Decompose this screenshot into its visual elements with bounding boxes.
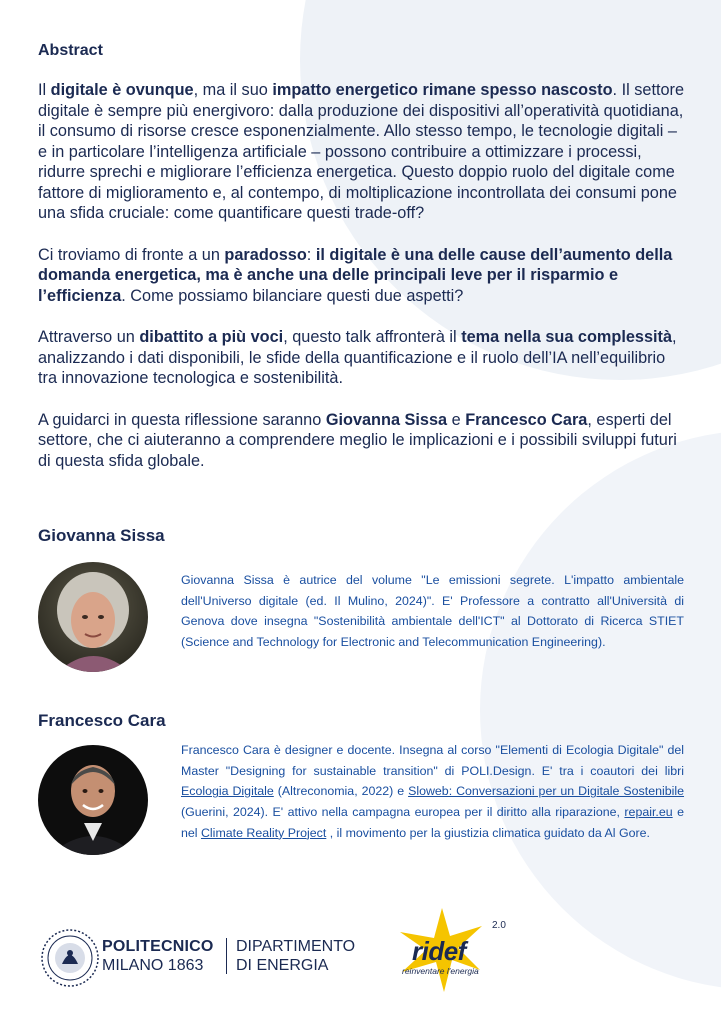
text: , questo talk affronterà il bbox=[283, 328, 462, 346]
bold-text: tema nella sua complessità bbox=[461, 328, 673, 346]
abstract-paragraph-3 bbox=[38, 327, 688, 389]
abstract-title: Abstract bbox=[38, 42, 103, 59]
avatar-sissa bbox=[38, 562, 148, 672]
bold-text: Francesco Cara bbox=[465, 410, 588, 429]
text: (Altreconomia, 2022) e bbox=[273, 784, 409, 799]
text: (Guerini, 2024). E' attivo nella campagna europea per il diritto alla riparazione, bbox=[181, 805, 625, 820]
text: , analizzando i dati disponibili, le sfide della quantificazione e il ruolo dell’IA nell’equilibrio tra innovazione tecnologica e sostenibilità. bbox=[38, 328, 677, 387]
bold-text: digitale è ovunque bbox=[50, 81, 194, 99]
text: A guidarci in questa riflessione saranno bbox=[38, 410, 326, 429]
polimi-seal-icon bbox=[40, 928, 100, 988]
abstract-paragraph-1 bbox=[38, 80, 688, 224]
speaker-name-sissa: Giovanna Sissa bbox=[38, 526, 165, 545]
bold-text: dibattito a più voci bbox=[139, 328, 284, 346]
polimi-logo bbox=[40, 926, 370, 990]
text: Ci troviamo di fronte a un bbox=[38, 245, 225, 264]
link-repair-eu[interactable]: repair.eu bbox=[624, 805, 673, 820]
text: , esperti del settore, che ci aiuteranno a comprendere meglio le implicazioni e i possibili sviluppi futuri di questa sfida globale. bbox=[38, 410, 677, 470]
speaker-name-cara: Francesco Cara bbox=[38, 711, 166, 730]
department-name-line2: DI ENERGIA bbox=[236, 957, 329, 974]
ridef-name: ridef bbox=[412, 936, 466, 966]
text: e bbox=[447, 410, 466, 429]
avatar-cara bbox=[38, 745, 148, 855]
logo-divider bbox=[226, 938, 227, 974]
text: , ma il suo bbox=[193, 81, 273, 99]
ridef-version: 2.0 bbox=[492, 920, 506, 931]
link-sloweb[interactable]: Sloweb: Conversazioni per un Digitale Sostenibile bbox=[408, 784, 685, 799]
link-ecologia-digitale[interactable]: Ecologia Digitale bbox=[181, 784, 274, 799]
ridef-logo bbox=[392, 906, 522, 994]
polimi-year: MILANO 1863 bbox=[102, 957, 204, 974]
bio-cara bbox=[181, 740, 684, 844]
text: . Come possiamo bilanciare questi due aspetti? bbox=[121, 286, 464, 305]
abstract-body bbox=[38, 80, 688, 492]
text: e nel bbox=[181, 805, 684, 840]
text: Il bbox=[38, 81, 51, 99]
bio-sissa: Giovanna Sissa è autrice del volume "Le emissioni segrete. L'impatto ambientale dell'Universo digitale (ed. Il Mulino, 2024)". E' Professore a contratto all'Università di Genova dove insegna "Sostenibilità ambientale dell'ICT" al Dottorato di Ricerca STIET (Science and Technology for Electronic and Telecommunication Engineering). bbox=[181, 573, 684, 650]
abstract-paragraph-2 bbox=[38, 245, 688, 307]
bold-text: il digitale è una delle cause dell’aumento della domanda energetica, ma è anche una delle principali leve per il risparmio e l’efficienza bbox=[38, 245, 673, 305]
ridef-tagline: reinventare l'energia bbox=[402, 966, 479, 976]
polimi-name: POLITECNICO bbox=[102, 938, 214, 955]
text: Francesco Cara è designer e docente. Insegna al corso "Elementi di Ecologia Digitale" del Master "Designing for sustainable transition" di POLI.Design. E' tra i coautori dei libri bbox=[181, 743, 684, 778]
text: , il movimento per la giustizia climatica guidato da Al Gore. bbox=[326, 825, 650, 840]
text: . Il settore digitale è sempre più energivoro: dalla produzione dei dispositivi all’operatività quotidiana, il consumo di risorse cresce esponenzialmente. Allo stesso tempo, le tecnologie digitali – e in particolare l’intelligenza artificiale – possono contribuire a ottimizzare i processi, ridurre sprechi e migliorare l’efficienza energetica. Questo doppio ruolo del digitale come fattore di miglioramento e, al contempo, di moltiplicazione incontrollata dei consumi pone una sfida cruciale: come quantificare questi trade-off? bbox=[38, 81, 685, 222]
bold-text: Giovanna Sissa bbox=[325, 410, 448, 429]
abstract-paragraph-4 bbox=[38, 410, 688, 472]
link-climate-reality-project[interactable]: Climate Reality Project bbox=[200, 825, 327, 840]
department-name-line1: DIPARTIMENTO bbox=[236, 938, 356, 955]
bold-text: paradosso bbox=[224, 245, 307, 264]
text: Attraverso un bbox=[38, 328, 140, 346]
text: : bbox=[306, 245, 316, 264]
bold-text: impatto energetico rimane spesso nascosto bbox=[272, 81, 613, 99]
